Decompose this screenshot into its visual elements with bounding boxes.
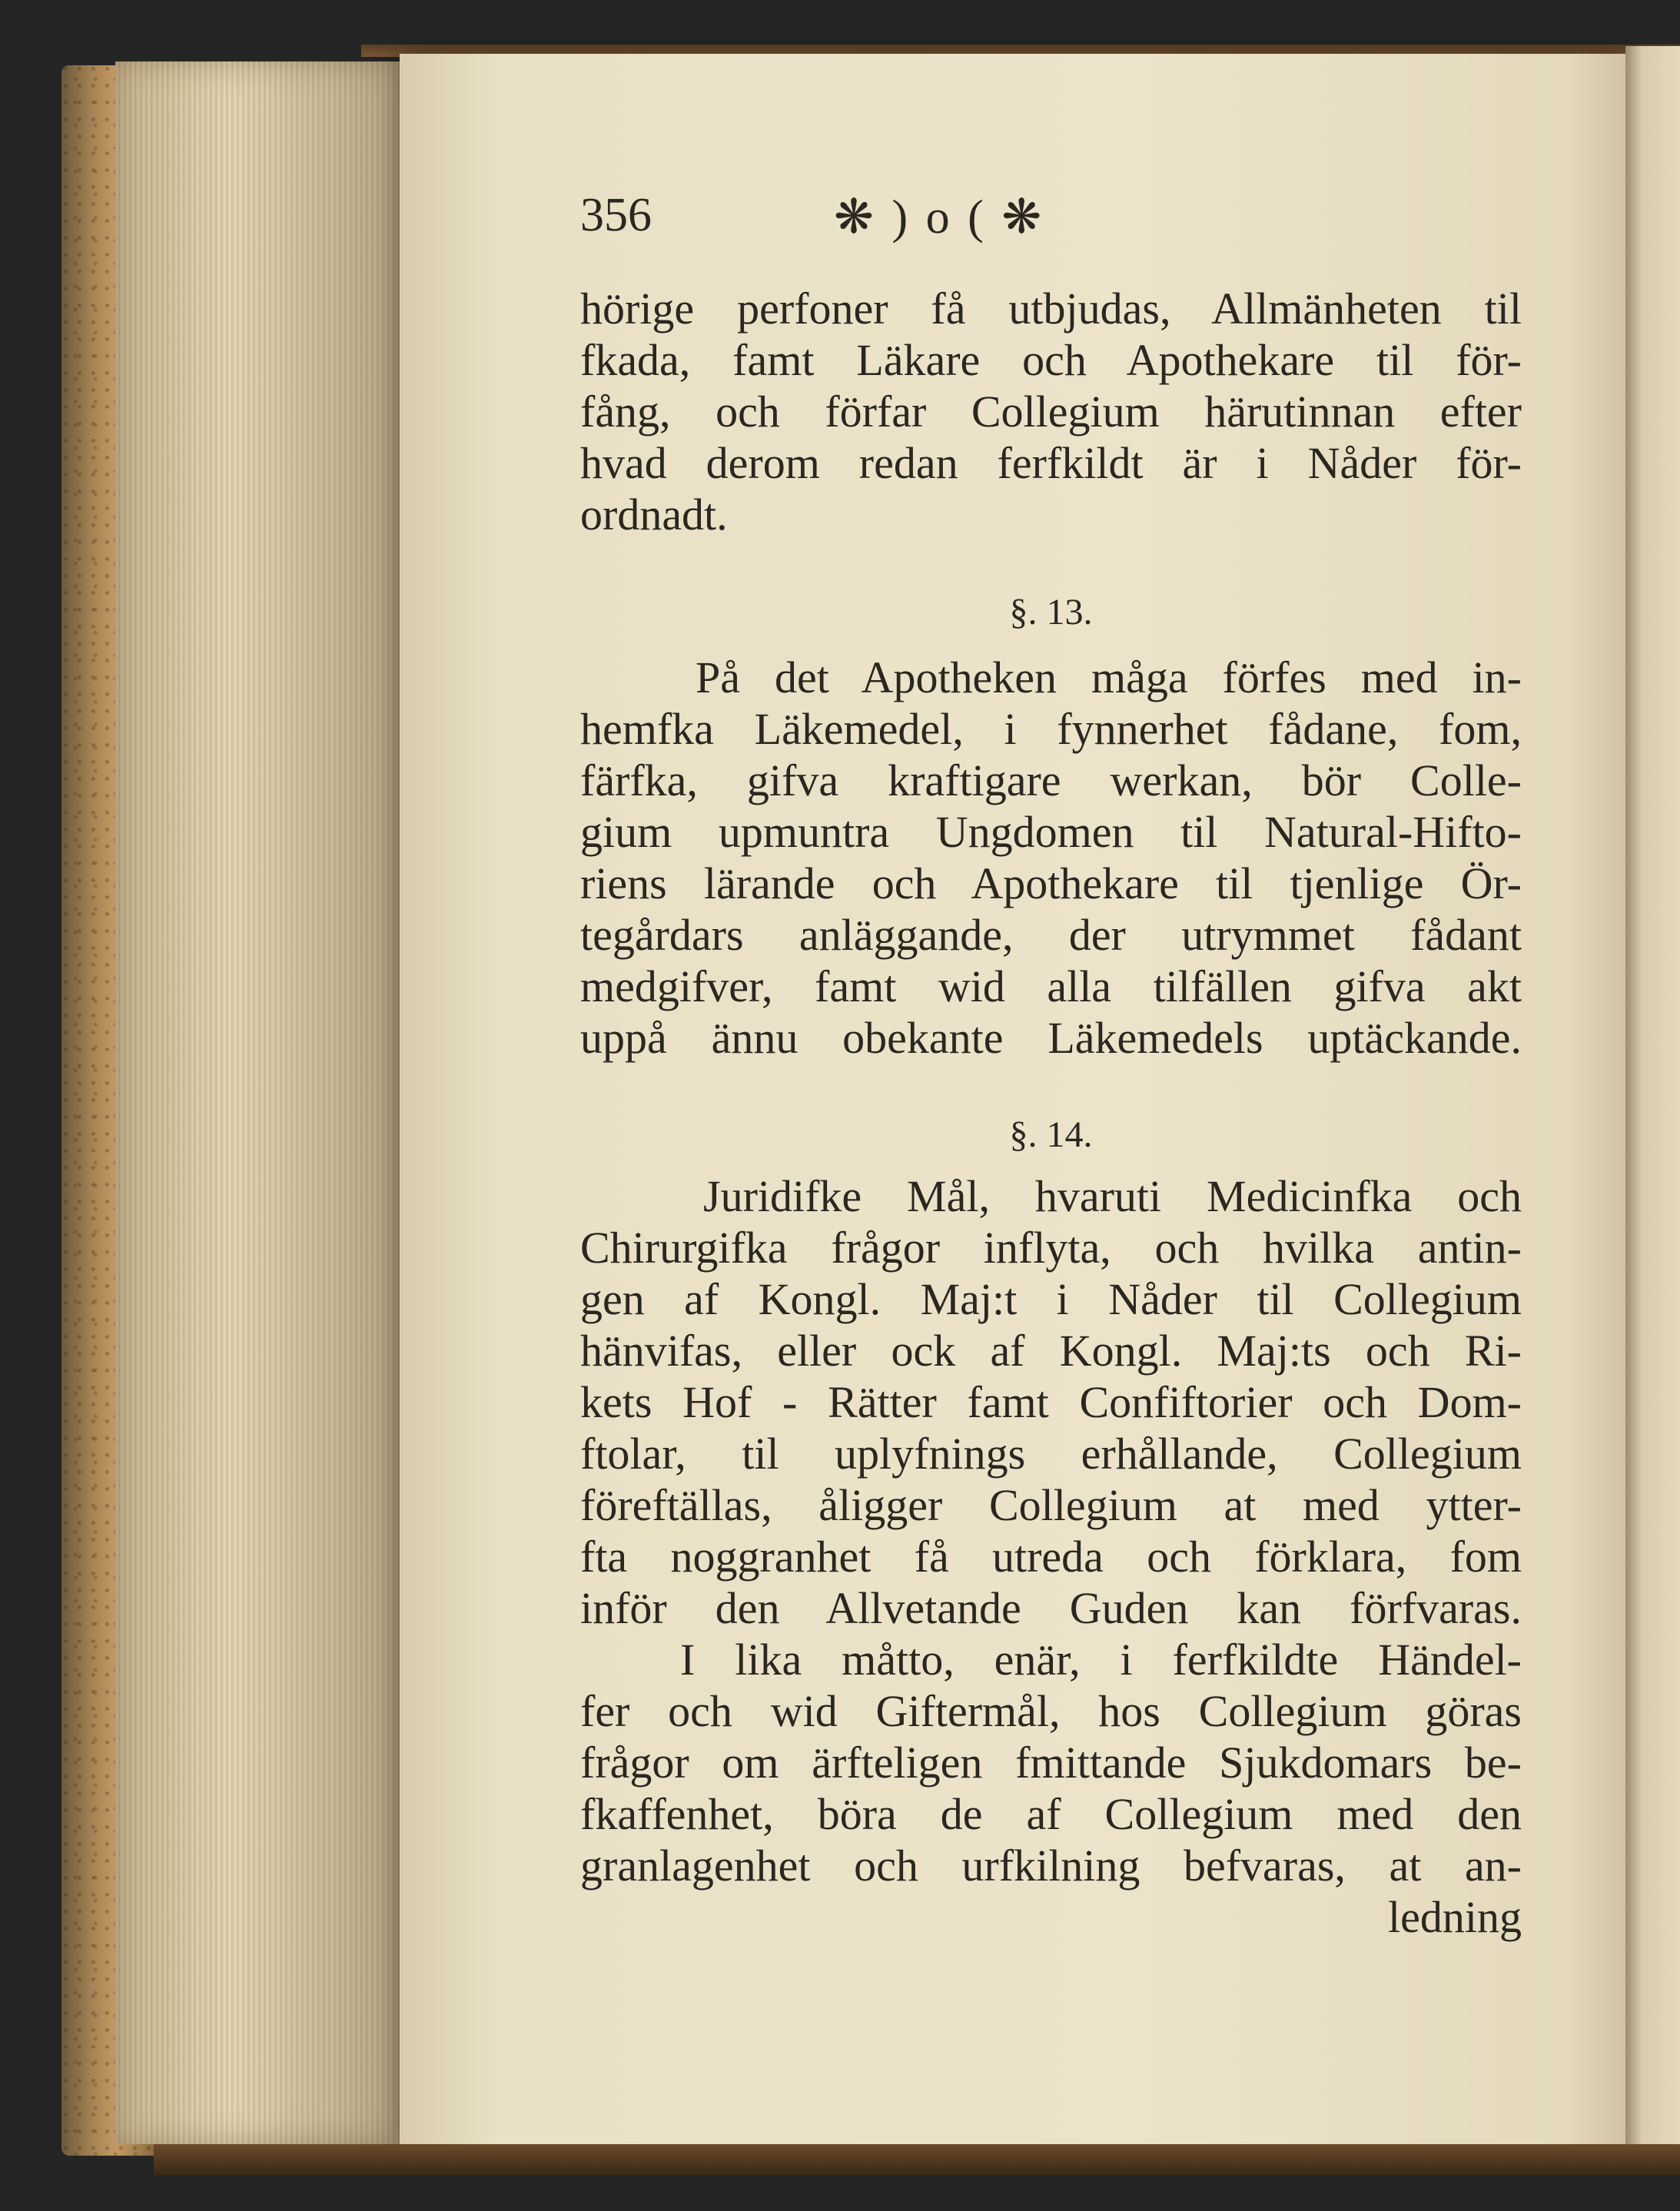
text-line: hvad derom redan ferfkildt är i Nåder för- — [580, 438, 1522, 488]
catchword: ledning — [1388, 1892, 1522, 1942]
text-line: ordnadt. — [580, 490, 728, 539]
text-line: hörige perfoner få utbjudas, Allmänheten til — [580, 284, 1522, 334]
text-line: Chirurgifka frågor inflyta, och hvilka antin- — [580, 1223, 1522, 1273]
text-line: granlagenhet och urfkilning befvaras, at an- — [580, 1841, 1522, 1891]
text-line: gium upmuntra Ungdomen til Natural-Hifto- — [580, 807, 1522, 857]
text-line: fta noggranhet få utreda och förklara, fom — [580, 1532, 1522, 1582]
bottom-board — [154, 2144, 1680, 2175]
text-line: tegårdars anläggande, der utrymmet fådant — [580, 910, 1522, 960]
running-header — [580, 188, 1272, 250]
text-line: På det Apotheken måga förfes med in- — [696, 652, 1522, 702]
text-line: riens lärande och Apothekare til tjenlige Ör- — [580, 858, 1522, 908]
text-line: fer och wid Giftermål, hos Collegium göras — [580, 1686, 1522, 1736]
section-heading: §. 14. — [1009, 1114, 1093, 1155]
page-block-shade — [115, 61, 407, 2144]
text-line: hemfka Läkemedel, i fynnerhet fådane, fom, — [580, 704, 1522, 754]
text-line: inför den Allvetande Guden kan förfvaras. — [580, 1583, 1522, 1633]
text-line: I lika måtto, enär, i ferfkildte Händel- — [680, 1635, 1522, 1685]
text-line: Juridifke Mål, hvaruti Medicinfka och — [703, 1171, 1522, 1221]
text-line: föreftällas, åligger Collegium at med ytter- — [580, 1480, 1522, 1530]
header-ornament: ❋ ) o ( ❋ — [834, 191, 1045, 244]
text-line: färfka, gifva kraftigare werkan, bör Colle- — [580, 755, 1522, 805]
text-line: ftolar, til uplyfnings erhållande, Collegium — [580, 1429, 1522, 1479]
text-line: fkaffenhet, böra de af Collegium med den — [580, 1789, 1522, 1839]
text-line: medgifver, famt wid alla tilfällen gifva akt — [580, 961, 1522, 1011]
text-line: frågor om ärfteligen fmittande Sjukdomars be- — [580, 1738, 1522, 1788]
text-line: kets Hof - Rätter famt Confiftorier och Dom- — [580, 1377, 1522, 1427]
page-number: 356 — [580, 189, 652, 241]
text-line: gen af Kongl. Maj:t i Nåder til Collegium — [580, 1274, 1522, 1324]
text-line: fkada, famt Läkare och Apothekare til för- — [580, 335, 1522, 385]
text-line: uppå ännu obekante Läkemedels uptäckande. — [580, 1013, 1522, 1063]
text-line: hänvifas, eller ock af Kongl. Maj:ts och Ri- — [580, 1326, 1522, 1376]
text-line: fång, och förfar Collegium härutinnan efter — [580, 387, 1522, 437]
section-heading: §. 13. — [1009, 592, 1093, 632]
facing-page-edge — [1625, 46, 1680, 2152]
